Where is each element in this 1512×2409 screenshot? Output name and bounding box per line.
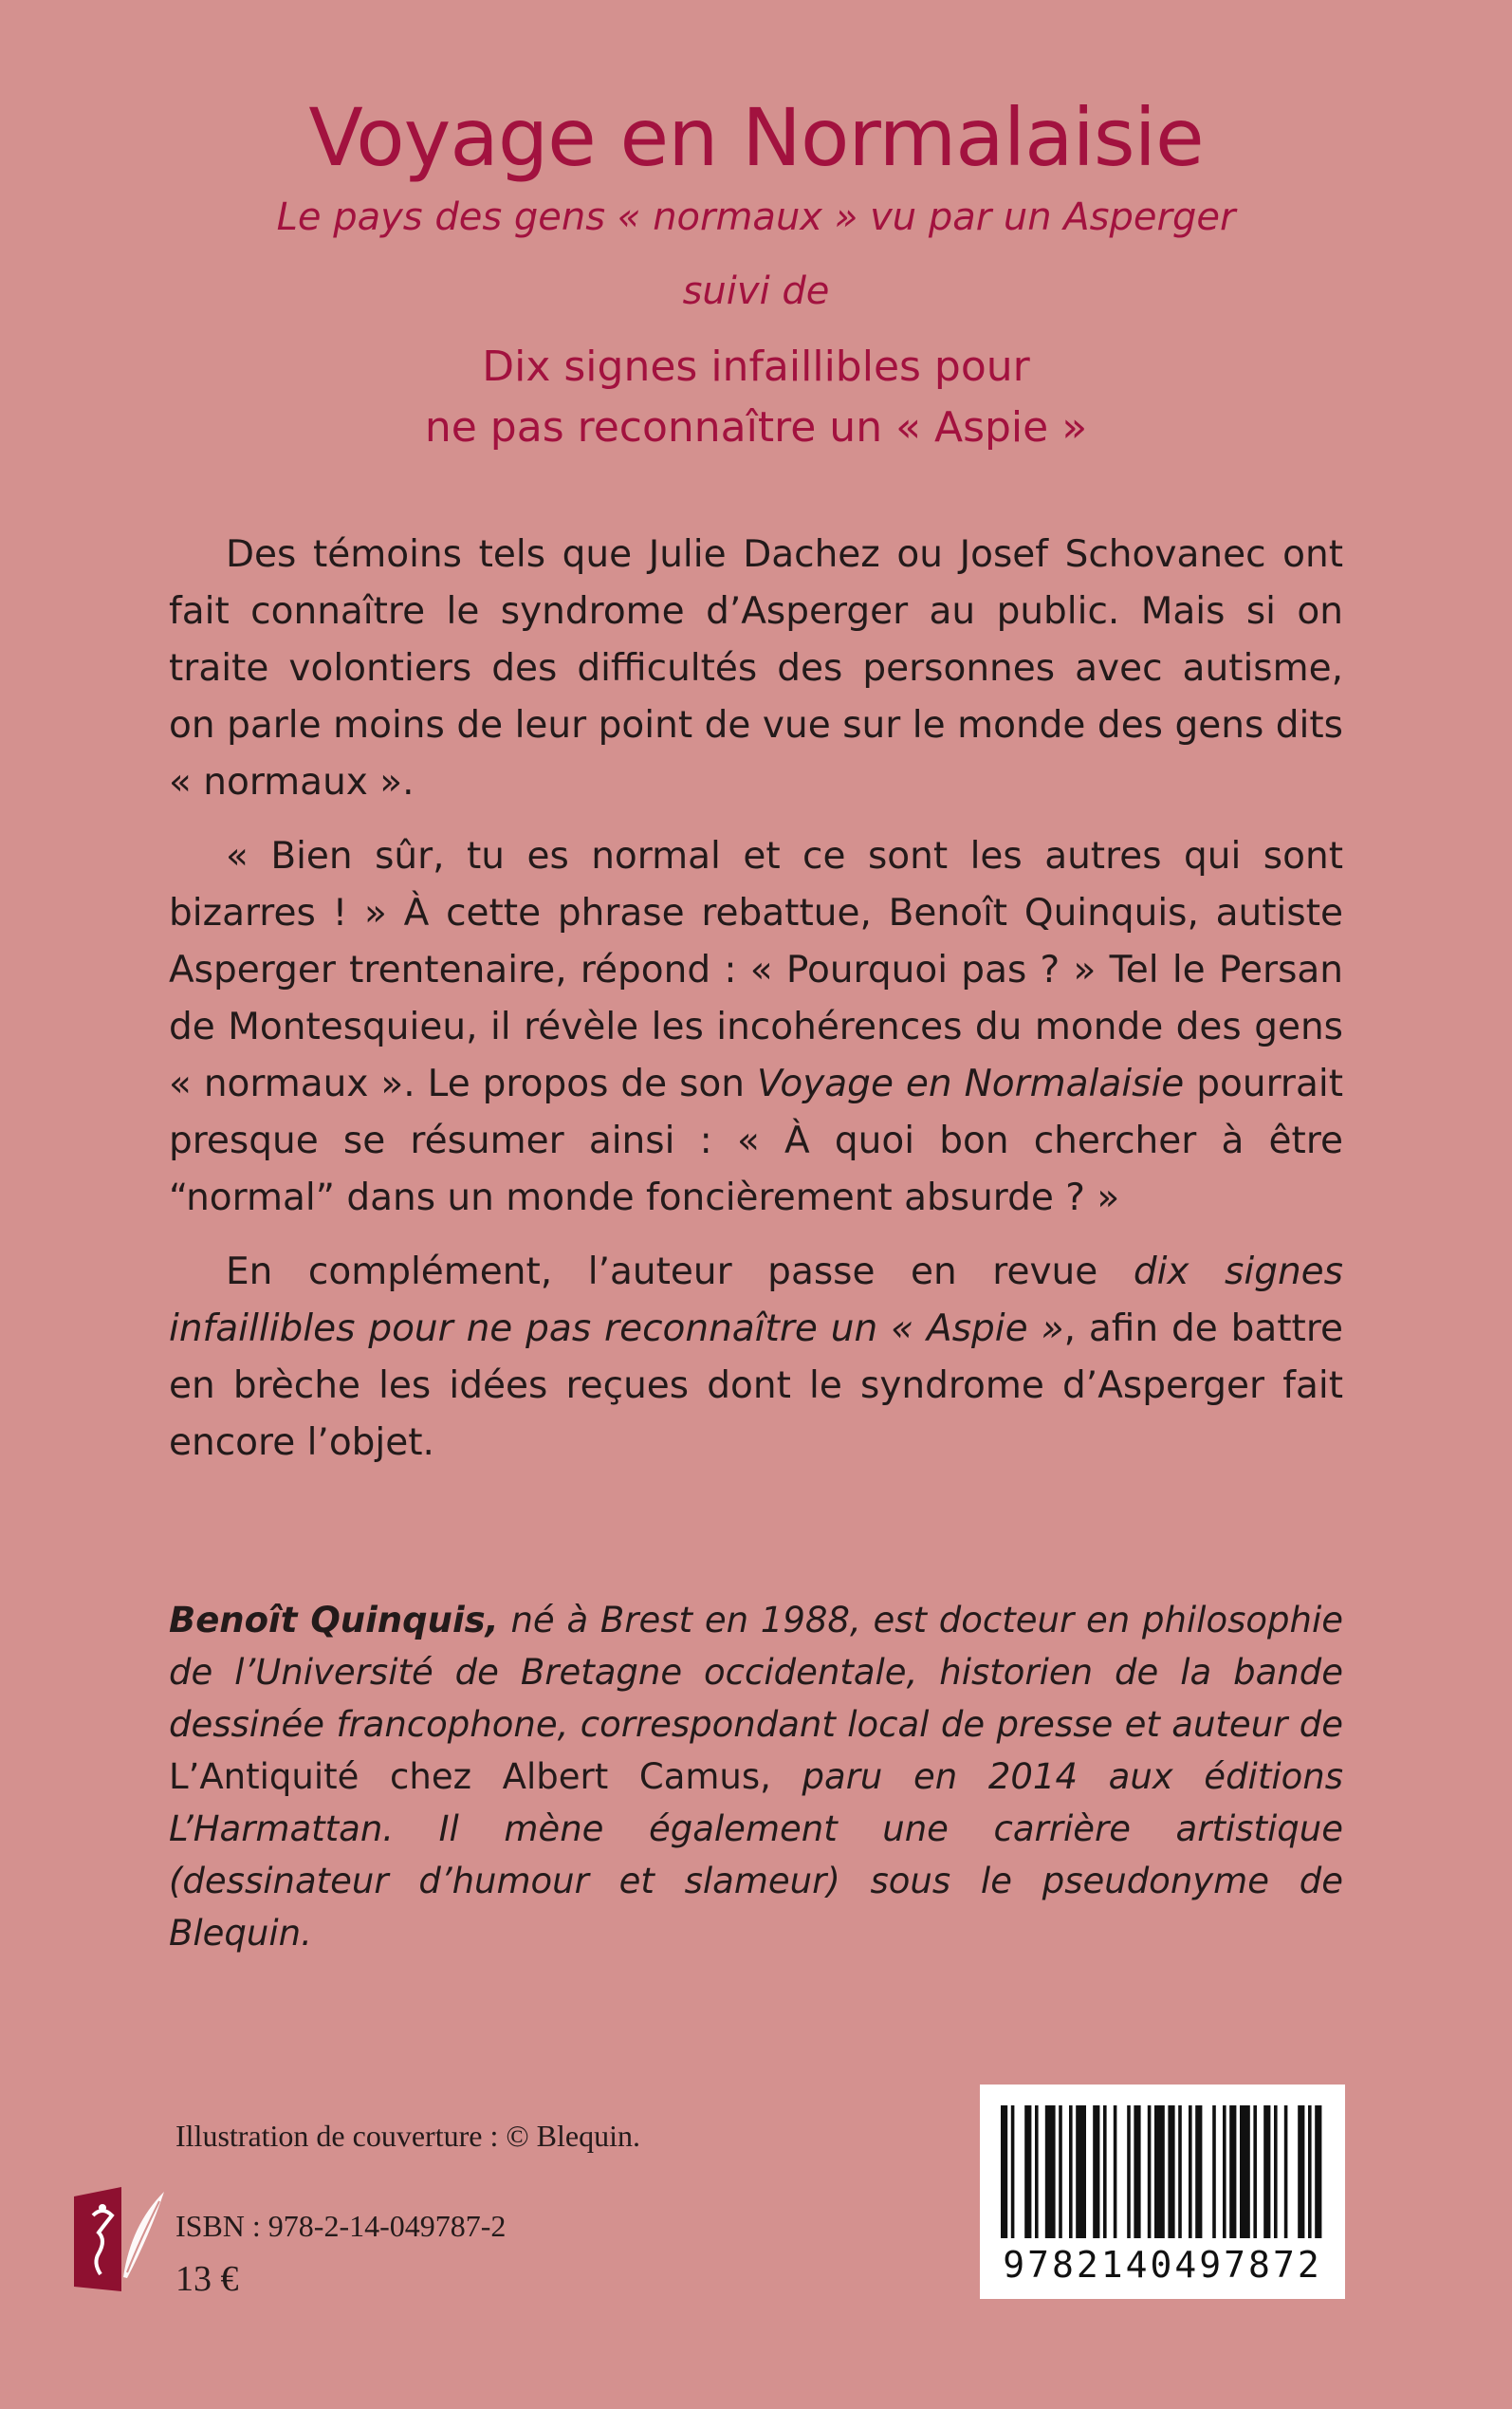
barcode-bars-icon — [980, 2085, 1345, 2246]
publisher-logo-icon — [74, 2187, 167, 2291]
barcode-bar — [1148, 2105, 1152, 2238]
barcode-bar — [1127, 2105, 1131, 2238]
barcode-bar — [1076, 2105, 1086, 2238]
barcode-bar — [1001, 2105, 1007, 2238]
barcode-bar — [1240, 2105, 1250, 2238]
barcode-bar — [1263, 2105, 1270, 2238]
barcode-bar — [1284, 2105, 1288, 2238]
barcode-bar — [1114, 2105, 1117, 2238]
barcode-bar — [1189, 2105, 1192, 2238]
barcode-bar — [1154, 2105, 1165, 2238]
author-bio — [169, 1594, 1343, 1959]
second-title-line-1: Dix signes infaillibles pour — [482, 343, 1030, 391]
barcode-bar — [1298, 2105, 1304, 2238]
blurb-p3-italic-title: dix signes infaillibles pour ne pas reconnaître un « Aspie » — [169, 1251, 1343, 1350]
book-subtitle: Le pays des gens « normaux » vu par un Asperger — [276, 195, 1236, 239]
blurb-p2-text-b: pourrait presque se résumer ainsi : « À quoi bon chercher à être “normal” dans un monde foncièrement absurde ? » — [169, 1063, 1343, 1219]
blurb-p3-text-a: En complément, l’auteur passe en revue — [226, 1251, 1134, 1293]
blurb — [169, 527, 1343, 1489]
barcode-bar — [1059, 2105, 1062, 2238]
blurb-paragraph-2 — [169, 828, 1343, 1227]
barcode-bar — [1024, 2105, 1031, 2238]
cover-header — [0, 90, 1512, 458]
suivi-de-label: suivi de — [682, 269, 830, 313]
barcode-bar — [1212, 2105, 1216, 2238]
barcode-bar — [1315, 2105, 1321, 2238]
illustration-credit: Illustration de couverture : © Blequin. — [175, 2119, 640, 2153]
bio-text-a: né à Brest en 1988, est docteur en philosophie de l’Université de Bretagne occidentale, historien de la bande dessinée francophone, correspondant local de presse et auteur de — [169, 1600, 1343, 1745]
author-name: Benoît Quinquis, — [169, 1600, 499, 1640]
price: 13 € — [175, 2259, 239, 2299]
barcode-bar — [1093, 2105, 1099, 2238]
isbn-number: ISBN : 978-2-14-049787-2 — [175, 2209, 507, 2243]
barcode-bar — [1134, 2105, 1140, 2238]
blurb-p3-text-b: , afin de battre en brèche les idées reçues dont le syndrome d’Asperger fait encore l’objet. — [169, 1307, 1344, 1464]
blurb-p2-italic-title: Voyage en Normalaisie — [756, 1063, 1185, 1105]
barcode-bar — [1253, 2105, 1257, 2238]
barcode-bar — [1011, 2105, 1015, 2238]
barcode-bar — [1045, 2105, 1056, 2238]
barcode-bar — [1103, 2105, 1107, 2238]
blurb-paragraph-1: Des témoins tels que Julie Dachez ou Josef Schovanec ont fait connaître le syndrome d’Asperger au public. Mais si on traite volontiers des difficultés des personnes avec autisme, on parle moins de leur point de vue sur le monde des gens dits « normaux ». — [169, 533, 1343, 804]
barcode-bar — [1168, 2105, 1174, 2238]
second-title — [0, 337, 1512, 458]
book-title: Voyage en Normalaisie — [308, 91, 1204, 184]
barcode-bar — [1308, 2105, 1312, 2238]
bio-text-b: paru en 2014 aux éditions L’Harmattan. Il mène également une carrière artistique (dessinateur d’humour et slameur) sous le pseudonyme de Blequin. — [169, 1756, 1343, 1954]
barcode — [980, 2085, 1345, 2299]
barcode-number: 9782140497872 — [1003, 2244, 1322, 2286]
blurb-paragraph-3 — [169, 1244, 1343, 1472]
barcode-bar — [1195, 2105, 1202, 2238]
barcode-bar — [1069, 2105, 1073, 2238]
barcode-bar — [1274, 2105, 1278, 2238]
barcode-bar — [1223, 2105, 1226, 2238]
author-bio-paragraph — [169, 1594, 1343, 1959]
barcode-bar — [1035, 2105, 1039, 2238]
bio-book-title: L’Antiquité chez Albert Camus, — [169, 1756, 771, 1797]
barcode-bar — [1178, 2105, 1182, 2238]
barcode-bar — [1229, 2105, 1236, 2238]
second-title-line-2: ne pas reconnaître un « Aspie » — [424, 403, 1088, 452]
blurb-p2-text-a: « Bien sûr, tu es normal et ce sont les autres qui sont bizarres ! » À cette phrase rebattue, Benoît Quinquis, autiste Asperger trentenaire, répond : « Pourquoi pas ? » Tel le Persan de Montesquieu, il révèle les incohérences du monde des gens « normaux ». Le propos de son — [169, 835, 1343, 1105]
